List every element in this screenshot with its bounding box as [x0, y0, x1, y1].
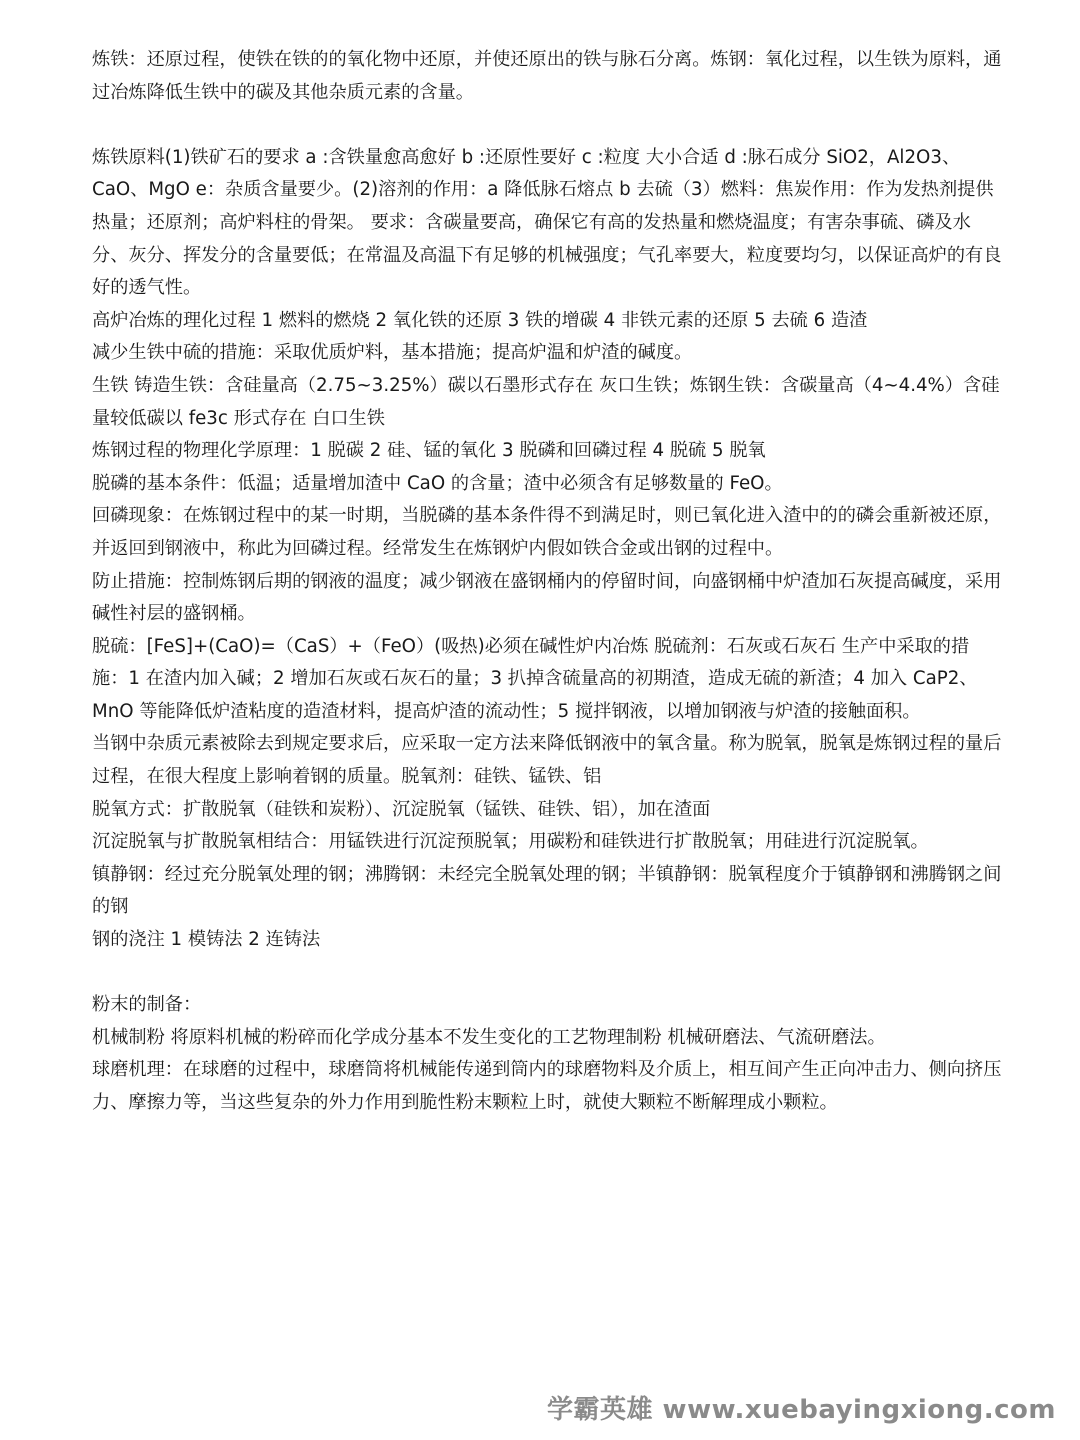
paragraph-sulfur-reduction: 减少生铁中硫的措施：采取优质炉料，基本措施；提高炉温和炉渣的碱度。 [92, 342, 693, 364]
watermark: 学霸英雄 www.xuebayingxiong.com [547, 1395, 1056, 1425]
paragraph-ironmaking-steelmaking: 炼铁：还原过程，使铁在铁的的氧化物中还原，并使还原出的铁与脉石分离。炼钢：氧化过程，以生铁为原料，通过冶炼降低生铁中的碳及其他杂质元素的含量。 [92, 49, 1002, 103]
paragraph-ball-milling: 球磨机理：在球磨的过程中，球磨筒将机械能传递到筒内的球磨物料及介质上，相互间产生正向冲击力、侧向挤压力、摩擦力等，当这些复杂的外力作用到脆性粉末颗粒上时，就使大颗粒不断解理成小颗粒。 [92, 1059, 1002, 1113]
paragraph-deoxidation: 当钢中杂质元素被除去到规定要求后，应采取一定方法来降低钢液中的氧含量。称为脱氧，脱氧是炼钢过程的量后过程，在很大程度上影响着钢的质量。脱氧剂：硅铁、锰铁、铝 [92, 733, 1002, 788]
paragraph-steel-types: 镇静钢：经过充分脱氧处理的钢；沸腾钢：未经完全脱氧处理的钢；半镇静钢：脱氧程度介于镇静钢和沸腾钢之间的钢 [92, 863, 1002, 918]
paragraph-steelmaking-principles: 炼钢过程的物理化学原理：1 脱碳 2 硅、锰的氧化 3 脱磷和回磷过程 4 脱硫 5 脱氧 [92, 440, 766, 462]
paragraph-pig-iron-types: 生铁 铸造生铁：含硅量高（2.75~3.25%）碳以石墨形式存在 灰口生铁；炼钢生铁：含碳量高（4~4.4%）含硅量较低碳以 fe3c 形式存在 白口生铁 [92, 374, 1000, 429]
paragraph-dephosphorization: 脱磷的基本条件：低温；适量增加渣中 CaO 的含量；渣中必须含有足够数量的 FeO。 [92, 472, 783, 494]
paragraph-gap [92, 957, 1004, 990]
paragraph-steel-casting: 钢的浇注 1 模铸法 2 连铸法 [92, 929, 321, 951]
paragraph-desulfurization: 脱硫：[FeS]+(CaO)=（CaS）+（FeO）(吸热)必须在碱性炉内冶炼 脱硫剂：石灰或石灰石 生产中采取的措施：1 在渣内加入碱；2 增加石灰或石灰石的量；3 扒掉含硫量高的初期渣，造成无硫的新渣；4 加入 CaP2、MnO 等能降低炉渣粘度的造渣材料，提高炉渣的流动性；5 搅拌钢液，以增加钢液与炉渣的接触面积。 [92, 635, 978, 722]
paragraph-deoxidation-methods: 脱氧方式：扩散脱氧（硅铁和炭粉）、沉淀脱氧（锰铁、硅铁、铝），加在渣面 [92, 798, 711, 820]
paragraph-blast-furnace-process: 高炉冶炼的理化过程 1 燃料的燃烧 2 氧化铁的还原 3 铁的增碳 4 非铁元素的还原 5 去硫 6 造渣 [92, 309, 868, 331]
paragraph-gap [92, 109, 1004, 142]
paragraph-mechanical-milling: 机械制粉 将原料机械的粉碎而化学成分基本不发生变化的工艺物理制粉 机械研磨法、气流研磨法。 [92, 1026, 886, 1048]
paragraph-combined-deoxidation: 沉淀脱氧与扩散脱氧相结合：用锰铁进行沉淀预脱氧；用碳粉和硅铁进行扩散脱氧；用硅进行沉淀脱氧。 [92, 831, 929, 853]
paragraph-rephosphorization: 回磷现象：在炼钢过程中的某一时期，当脱磷的基本条件得不到满足时，则已氧化进入渣中的的磷会重新被还原，并返回到钢液中，称此为回磷过程。经常发生在炼钢炉内假如铁合金或出钢的过程中。 [92, 505, 1002, 559]
paragraph-ironmaking-materials: 炼铁原料(1)铁矿石的要求 a :含铁量愈高愈好 b :还原性要好 c :粒度 大小合适 d :脉石成分 SiO2，Al2O3、CaO、MgO e：杂质含量要少。(2)溶剂的作用：a 降低脉石熔点 b 去硫（3）燃料：焦炭作用：作为发热剂提供热量；还原剂；高炉料柱的骨架。 要求：含碳量要高，确保它有高的发热量和燃烧温度；有害杂事硫、磷及水分、灰分、挥发分的含量要低；在常温及高温下有足够的机械强度；气孔率要大，粒度要均匀，以保证高炉的有良好的透气性。 [92, 146, 1002, 299]
document-body [92, 44, 1004, 1120]
paragraph-prevention-measures: 防止措施：控制炼钢后期的钢液的温度；减少钢液在盛钢桶内的停留时间，向盛钢桶中炉渣加石灰提高碱度，采用碱性衬层的盛钢桶。 [92, 570, 1002, 625]
section-heading-powder-preparation: 粉末的制备： [92, 994, 202, 1016]
